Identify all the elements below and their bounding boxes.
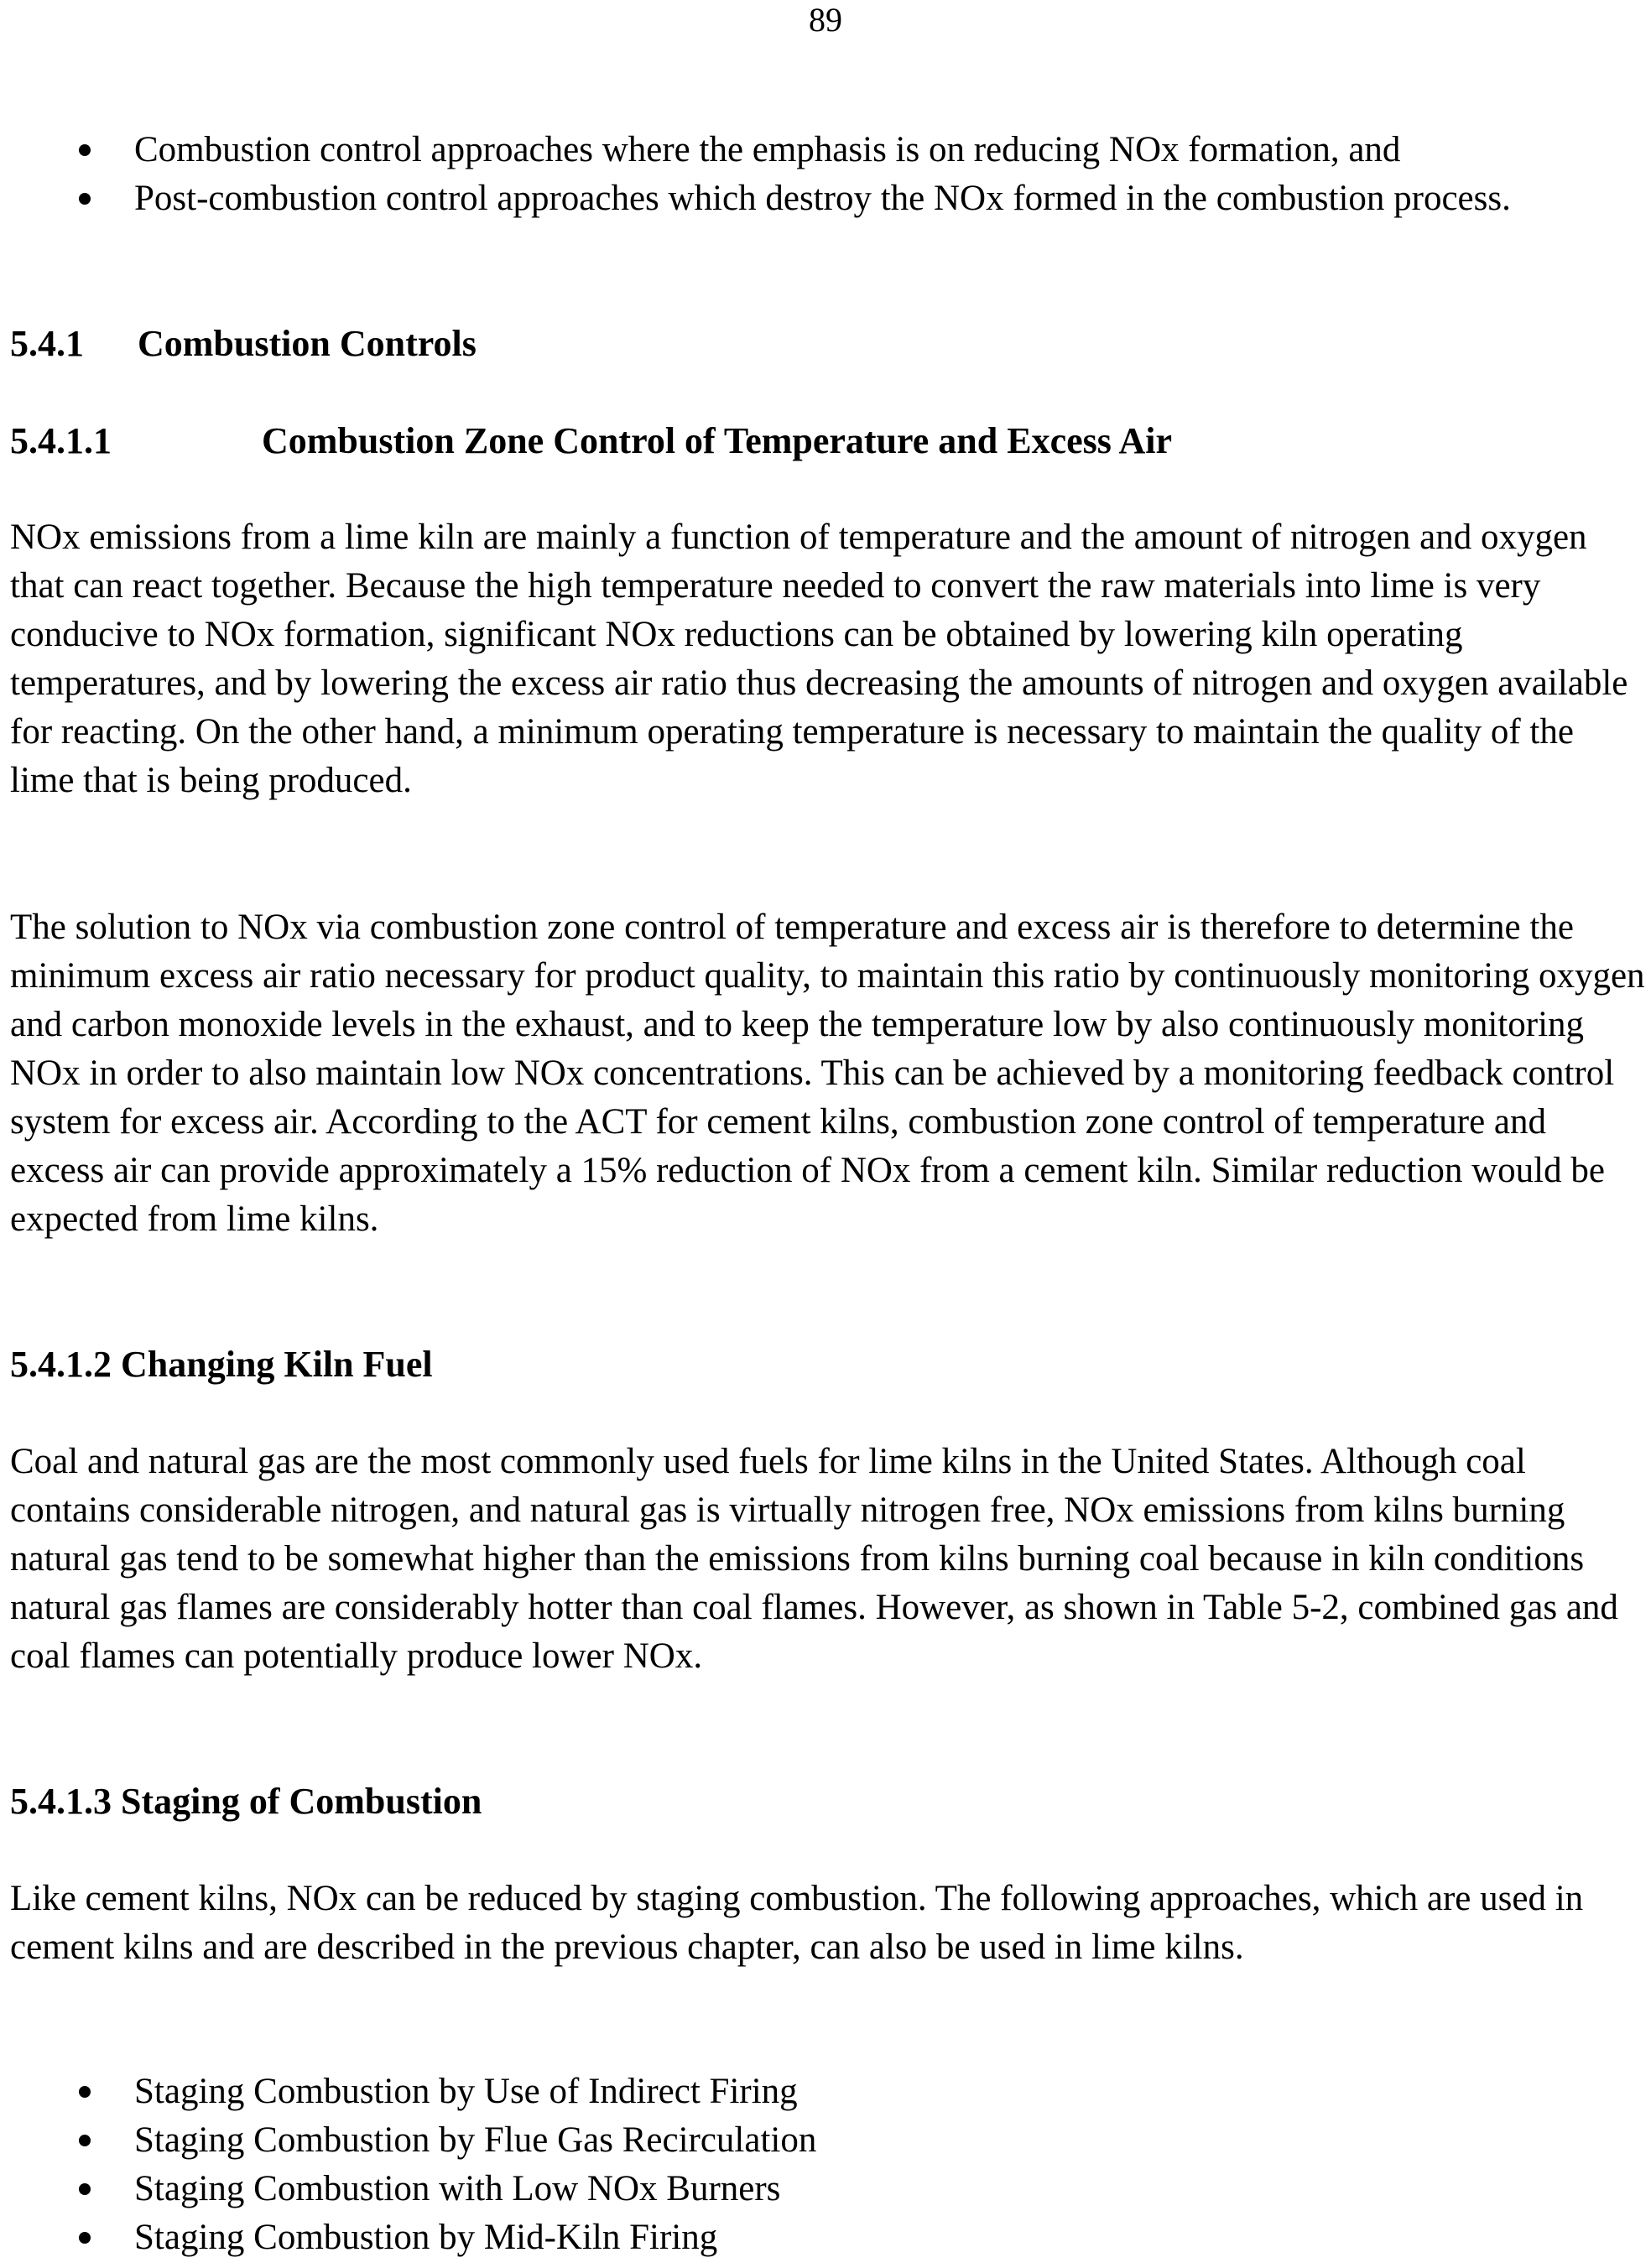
bullet-icon — [79, 144, 91, 156]
section-heading-5-4-1-3: 5.4.1.3 Staging of Combustion — [10, 1781, 482, 1822]
list-item-text: Post-combustion control approaches which destroy the NOx formed in the combustion process. — [134, 179, 1511, 218]
bullet-icon — [79, 2086, 91, 2098]
paragraph: NOx emissions from a lime kiln are mainly a function of temperature and the amount of nitrogen and oxygen that can react together. Because the high temperature needed to convert the raw materials into lime is very conducive to NOx formation, significant NOx reductions can be obtained by lowering kiln operating temperatures, and by lowering the excess air ratio thus decreasing the amounts of nitrogen and oxygen available for reacting. On the other hand, a minimum operating temperature is necessary to maintain the quality of the lime that is being produced. — [10, 518, 1628, 800]
list-item-text: Staging Combustion by Use of Indirect Firing — [134, 2072, 798, 2111]
list-item — [74, 126, 1643, 174]
bullet-icon — [79, 2232, 91, 2244]
section-number: 5.4.1.1 — [10, 420, 112, 461]
list-item-text: Combustion control approaches where the emphasis is on reducing NOx formation, and — [134, 130, 1401, 169]
list-item — [74, 2068, 1643, 2116]
list-item-text: Staging Combustion with Low NOx Burners — [134, 2169, 781, 2208]
section-heading-5-4-1-1 — [10, 417, 1172, 466]
list-item — [74, 2213, 1643, 2262]
section-title: Combustion Controls — [138, 323, 477, 364]
paragraph: Coal and natural gas are the most commonly used fuels for lime kilns in the United States. Although coal contains considerable nitrogen, and natural gas is virtually nitrogen free, NOx emissions from kilns burning natural gas tend to be somewhat higher than the emissions from kilns burning coal because in kiln conditions natural gas flames are considerably hotter than coal flames. However, as shown in Table 5-2, combined gas and coal flames can potentially produce lower NOx. — [10, 1442, 1618, 1676]
section-heading-5-4-1-2: 5.4.1.2 Changing Kiln Fuel — [10, 1344, 433, 1385]
list-item-text: Staging Combustion by Flue Gas Recirculation — [134, 2120, 817, 2160]
section-number: 5.4.1 — [10, 323, 84, 364]
list-item-text: Staging Combustion by Mid-Kiln Firing — [134, 2218, 718, 2257]
list-item — [74, 2116, 1643, 2165]
page-number: 89 — [809, 1, 842, 39]
staging-bullet-list — [74, 2068, 1643, 2262]
bullet-icon — [79, 193, 91, 205]
intro-bullet-list — [74, 126, 1643, 223]
section-heading-5-4-1 — [10, 320, 477, 368]
paragraph: Like cement kilns, NOx can be reduced by staging combustion. The following approaches, which are used in cement kilns and are described in the previous chapter, can also be used in lime kilns. — [10, 1879, 1584, 1967]
bullet-icon — [79, 2183, 91, 2195]
list-item — [74, 174, 1643, 223]
paragraph: The solution to NOx via combustion zone control of temperature and excess air is therefore to determine the minimum excess air ratio necessary for product quality, to maintain this ratio by continuously monitoring oxygen and carbon monoxide levels in the exhaust, and to keep the temperature low by also continuously monitoring NOx in order to also maintain low NOx concentrations. This can be achieved by a monitoring feedback control system for excess air. According to the ACT for cement kilns, combustion zone control of temperature and excess air can provide approximately a 15% reduction of NOx from a cement kiln. Similar reduction would be expected from lime kilns. — [10, 908, 1645, 1239]
bullet-icon — [79, 2135, 91, 2146]
section-title: Combustion Zone Control of Temperature and Excess Air — [262, 420, 1173, 461]
list-item — [74, 2165, 1643, 2213]
